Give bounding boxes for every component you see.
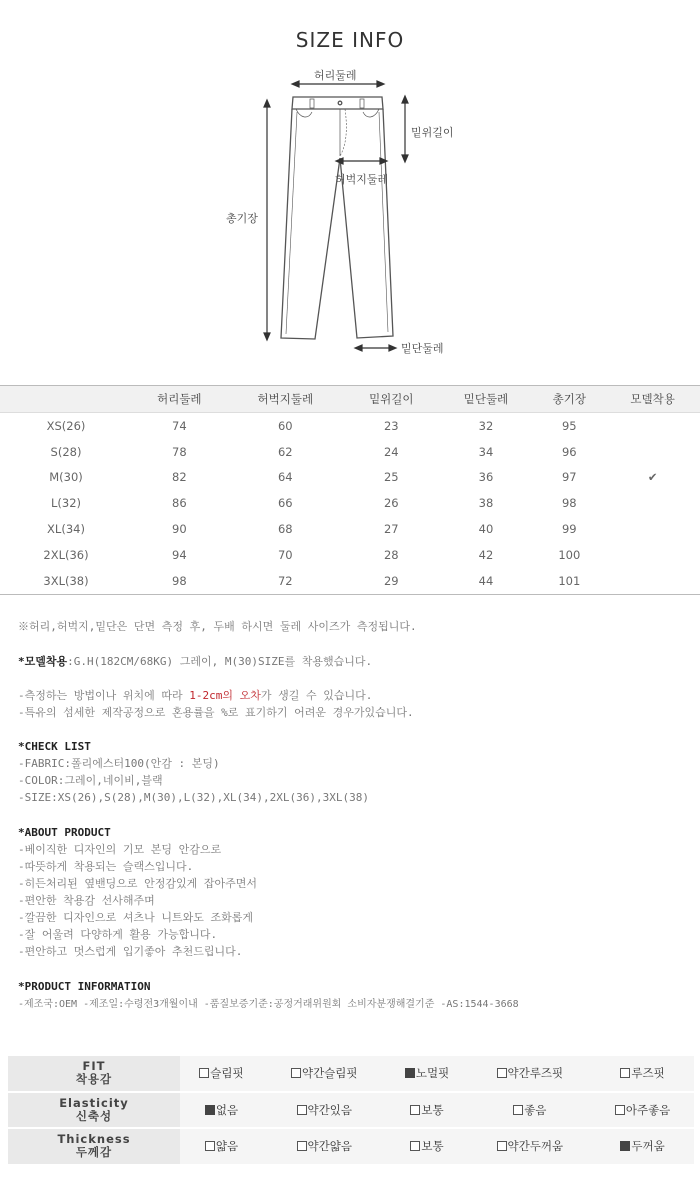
fit-option-label: 약간얇음 — [307, 1139, 352, 1154]
empty-box-icon — [205, 1141, 215, 1151]
fit-option — [386, 1092, 469, 1129]
size-row — [0, 490, 700, 516]
fit-option-label: 얇음 — [215, 1139, 239, 1154]
empty-box-icon — [497, 1068, 507, 1078]
empty-box-icon — [291, 1068, 301, 1078]
header-cell: 모델착용 — [605, 386, 700, 413]
fit-option-label: 약간슬림핏 — [301, 1066, 358, 1081]
size-value: 24 — [383, 444, 399, 459]
check-list — [18, 738, 369, 806]
header-cell: 밑단둘레 — [439, 386, 534, 413]
header-cell: 허벅지둘레 — [227, 386, 344, 413]
size-value: 95 — [561, 418, 577, 433]
fit-option-label: 보통 — [421, 1102, 444, 1117]
size-table-header — [0, 386, 700, 413]
fit-option — [468, 1056, 591, 1092]
empty-box-icon — [297, 1141, 307, 1151]
empty-box-icon — [620, 1068, 630, 1078]
product-information — [18, 978, 519, 1013]
size-value: 44 — [439, 568, 534, 594]
size-value: 98 — [561, 496, 577, 511]
size-value: 99 — [561, 522, 577, 537]
fit-label-ko: 두께감 — [75, 1145, 113, 1160]
about-item: -깔끔한 디자인으로 셔츠나 니트와도 조화롭게 — [18, 911, 254, 924]
fit-option — [263, 1092, 386, 1129]
about-heading: *ABOUT PRODUCT — [18, 826, 111, 839]
rise-label: 밑위길이 — [411, 126, 454, 139]
size-value: 97 — [561, 470, 577, 485]
fit-option-label: 없음 — [215, 1102, 239, 1117]
size-value: 29 — [344, 568, 439, 594]
fit-option-label: 아주좋음 — [625, 1102, 671, 1117]
check-list-heading: *CHECK LIST — [18, 740, 91, 753]
error-text-a: -측정하는 방법이나 위치에 따라 — [18, 689, 190, 702]
fit-option-label: 약간있음 — [307, 1102, 352, 1117]
page-title: SIZE INFO — [295, 28, 405, 52]
size-value: 23 — [383, 418, 399, 433]
model-check — [605, 516, 700, 542]
checked-box-icon — [620, 1141, 630, 1151]
model-text: :G.H(182CM/68KG) 그레이, M(30)SIZE를 착용했습니다. — [67, 655, 373, 668]
check-item: -COLOR:그레이,네이비,블랙 — [18, 774, 163, 787]
size-label: M(30) — [49, 470, 83, 485]
fit-label-ko: 착용감 — [75, 1072, 113, 1087]
fit-label-en: FIT — [82, 1059, 106, 1074]
size-value: 42 — [478, 547, 494, 562]
model-check — [605, 542, 700, 568]
size-value: 38 — [478, 496, 494, 511]
check-item: -SIZE:XS(26),S(28),M(30),L(32),XL(34),2XL(36),3XL(38) — [18, 791, 369, 804]
error-note — [18, 687, 414, 721]
error-text-2: -특유의 섬세한 제작공정으로 혼용률을 %로 표기하기 어려운 경우가있습니다. — [18, 706, 414, 719]
fit-option — [468, 1128, 591, 1165]
size-value: 28 — [383, 547, 399, 562]
size-value: 60 — [277, 418, 293, 433]
size-value: 36 — [478, 470, 494, 485]
empty-box-icon — [410, 1105, 420, 1115]
size-label: S(28) — [50, 444, 82, 459]
size-value: 64 — [277, 470, 293, 485]
fit-label-en: Thickness — [57, 1132, 131, 1147]
size-value: 96 — [561, 444, 577, 459]
size-value: 32 — [478, 418, 494, 433]
empty-box-icon — [297, 1105, 307, 1115]
about-product — [18, 824, 257, 960]
thigh-label: 허벅지둘레 — [335, 173, 389, 186]
size-value: 25 — [383, 470, 399, 485]
fit-label-en: Elasticity — [59, 1095, 129, 1110]
size-value: 68 — [277, 522, 293, 537]
size-value: 78 — [172, 444, 187, 459]
model-check — [605, 413, 700, 439]
about-item: -히든처리된 옆밴딩으로 안정감있게 잡아주면서 — [18, 877, 258, 890]
size-value: 66 — [277, 496, 293, 511]
checked-box-icon — [405, 1068, 415, 1078]
fit-option-label: 좋음 — [524, 1102, 547, 1117]
empty-box-icon — [497, 1141, 507, 1151]
header-cell: 허리둘레 — [132, 386, 227, 413]
fit-option — [263, 1056, 386, 1092]
size-row — [0, 439, 700, 465]
size-value: 70 — [277, 547, 293, 562]
fit-option-label: 약간루즈핏 — [507, 1066, 564, 1081]
header-cell: 총기장 — [533, 386, 605, 413]
fit-option — [468, 1092, 591, 1129]
size-value: 27 — [383, 522, 399, 537]
hem-label: 밑단둘레 — [401, 342, 444, 355]
fit-option — [386, 1056, 469, 1092]
size-value: 98 — [132, 568, 227, 594]
size-label: 2XL(36) — [43, 547, 89, 562]
size-value: 34 — [478, 444, 494, 459]
header-cell — [0, 386, 132, 413]
fit-option — [591, 1056, 694, 1092]
fit-row — [8, 1092, 694, 1129]
size-value: 101 — [533, 568, 605, 594]
fit-option-label: 슬림핏 — [210, 1066, 244, 1081]
size-value: 86 — [172, 496, 187, 511]
model-check — [605, 439, 700, 465]
size-value: 94 — [172, 547, 187, 562]
size-value: 74 — [172, 418, 187, 433]
size-row — [0, 568, 700, 594]
measure-note: ※허리,허벅지,밑단은 단면 측정 후, 두배 하시면 둘레 사이즈가 측정됩니다. — [18, 620, 417, 633]
checked-box-icon — [205, 1105, 215, 1115]
size-value: 26 — [383, 496, 399, 511]
empty-box-icon — [513, 1105, 523, 1115]
fit-option-label: 보통 — [421, 1139, 444, 1154]
fit-table — [8, 1056, 694, 1166]
size-table — [0, 385, 700, 595]
fit-row-label — [8, 1128, 180, 1165]
model-check — [605, 568, 700, 594]
error-highlight: 1-2cm의 오차 — [189, 689, 261, 702]
size-value: 72 — [227, 568, 344, 594]
fit-option — [180, 1056, 263, 1092]
fit-option — [591, 1128, 694, 1165]
empty-box-icon — [410, 1141, 420, 1151]
error-text-b: 가 생길 수 있습니다. — [260, 689, 373, 702]
size-label: L(32) — [50, 496, 81, 511]
about-item: -편안하고 멋스럽게 입기좋아 추천드립니다. — [18, 945, 243, 958]
check-item: -FABRIC:폴리에스터100(안감 : 본딩) — [18, 757, 220, 770]
size-value: 82 — [172, 470, 187, 485]
about-item: -베이직한 디자인의 기모 본딩 안감으로 — [18, 843, 222, 856]
size-label: XS(26) — [46, 418, 86, 433]
size-label: XL(34) — [47, 522, 85, 537]
size-value: 90 — [172, 522, 187, 537]
fit-label-ko: 신축성 — [75, 1108, 113, 1123]
length-label: 총기장 — [226, 212, 258, 225]
fit-row — [8, 1056, 694, 1092]
fit-option — [591, 1092, 694, 1129]
info-text: -제조국:OEM -제조일:수령전3개월이내 -품질보증기준:공정거래위원회 소비자분쟁해결기준 -AS:1544-3668 — [18, 999, 519, 1010]
size-row — [0, 465, 700, 491]
about-item: -잘 어울려 다양하게 활용 가능합니다. — [18, 928, 218, 941]
size-label: 3XL(38) — [0, 568, 132, 594]
size-value: 40 — [478, 522, 494, 537]
pants-diagram — [0, 60, 700, 370]
fit-option — [386, 1128, 469, 1165]
model-check: ✔ — [647, 470, 658, 485]
header-cell: 밑위길이 — [344, 386, 439, 413]
empty-box-icon — [615, 1105, 625, 1115]
fit-option-label: 두꺼움 — [631, 1139, 665, 1154]
about-item: -편안한 착용감 선사해주며 — [18, 894, 155, 907]
fit-option-label: 노멀핏 — [415, 1066, 450, 1081]
fit-row — [8, 1128, 694, 1165]
fit-option-label: 약간두꺼움 — [507, 1139, 564, 1154]
size-value: 100 — [558, 547, 581, 562]
fit-row-label — [8, 1056, 180, 1092]
fit-option — [180, 1092, 263, 1129]
size-row — [0, 413, 700, 439]
fit-option — [263, 1128, 386, 1165]
size-value: 62 — [277, 444, 293, 459]
model-heading: *모델착용 — [18, 655, 68, 668]
model-note — [18, 653, 372, 670]
fit-option-label: 루즈핏 — [631, 1066, 665, 1081]
info-heading: *PRODUCT INFORMATION — [18, 980, 151, 993]
fit-option — [180, 1128, 263, 1165]
waist-label: 허리둘레 — [314, 69, 357, 82]
size-row — [0, 516, 700, 542]
empty-box-icon — [199, 1068, 209, 1078]
about-item: -따뜻하게 착용되는 슬랙스입니다. — [18, 860, 194, 873]
fit-row-label — [8, 1092, 180, 1129]
model-check — [605, 490, 700, 516]
size-row — [0, 542, 700, 568]
